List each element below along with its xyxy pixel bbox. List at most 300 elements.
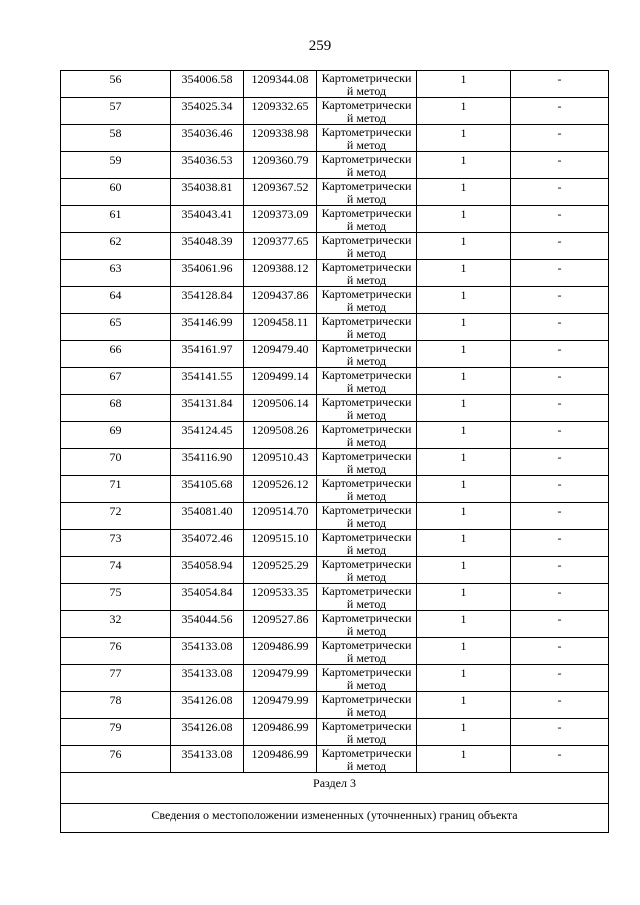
point-number-cell — [61, 179, 171, 206]
accuracy-cell — [417, 206, 511, 233]
table-row — [61, 206, 609, 233]
x-coordinate-text: 354043.41 — [181, 207, 233, 221]
note-cell — [511, 692, 609, 719]
accuracy-cell — [417, 287, 511, 314]
accuracy-text: 1 — [460, 747, 467, 761]
point-number-cell — [61, 692, 171, 719]
point-number-cell — [61, 260, 171, 287]
note-text: - — [557, 747, 562, 761]
table-row — [61, 341, 609, 368]
accuracy-text: 1 — [460, 288, 467, 302]
method-cell — [317, 125, 417, 152]
note-cell — [511, 611, 609, 638]
accuracy-cell — [417, 260, 511, 287]
note-cell — [511, 287, 609, 314]
note-text: - — [557, 288, 562, 302]
table-row — [61, 395, 609, 422]
method-text: Картометрически й метод — [321, 206, 412, 233]
table-row — [61, 287, 609, 314]
note-cell — [511, 476, 609, 503]
accuracy-text: 1 — [460, 531, 467, 545]
note-text: - — [557, 504, 562, 518]
accuracy-text: 1 — [460, 585, 467, 599]
y-coordinate-text: 1209479.40 — [251, 342, 309, 356]
y-coordinate-text: 1209486.99 — [251, 720, 309, 734]
x-coordinate-cell — [171, 260, 244, 287]
y-coordinate-text: 1209437.86 — [251, 288, 309, 302]
y-coordinate-cell — [244, 233, 317, 260]
accuracy-cell — [417, 233, 511, 260]
note-text: - — [557, 531, 562, 545]
accuracy-text: 1 — [460, 666, 467, 680]
method-cell — [317, 206, 417, 233]
x-coordinate-cell — [171, 719, 244, 746]
accuracy-cell — [417, 665, 511, 692]
note-cell — [511, 125, 609, 152]
method-cell — [317, 71, 417, 98]
y-coordinate-text: 1209499.14 — [251, 369, 309, 383]
accuracy-text: 1 — [460, 369, 467, 383]
note-cell — [511, 395, 609, 422]
method-cell — [317, 422, 417, 449]
accuracy-text: 1 — [460, 153, 467, 167]
accuracy-cell — [417, 449, 511, 476]
note-cell — [511, 422, 609, 449]
point-number-text: 79 — [109, 720, 122, 734]
x-coordinate-cell — [171, 233, 244, 260]
note-text: - — [557, 369, 562, 383]
accuracy-text: 1 — [460, 99, 467, 113]
point-number-text: 69 — [109, 423, 122, 437]
accuracy-cell — [417, 341, 511, 368]
x-coordinate-cell — [171, 314, 244, 341]
x-coordinate-text: 354048.39 — [181, 234, 233, 248]
note-cell — [511, 746, 609, 773]
note-cell — [511, 179, 609, 206]
table-row — [61, 179, 609, 206]
x-coordinate-cell — [171, 665, 244, 692]
accuracy-text: 1 — [460, 261, 467, 275]
y-coordinate-text: 1209486.99 — [251, 639, 309, 653]
point-number-text: 76 — [109, 639, 122, 653]
note-cell — [511, 638, 609, 665]
x-coordinate-cell — [171, 611, 244, 638]
section-title-row — [61, 773, 609, 804]
point-number-text: 71 — [109, 477, 122, 491]
x-coordinate-text: 354146.99 — [181, 315, 233, 329]
method-text: Картометрически й метод — [321, 530, 412, 557]
y-coordinate-text: 1209373.09 — [251, 207, 309, 221]
method-cell — [317, 449, 417, 476]
point-number-text: 73 — [109, 531, 122, 545]
note-text: - — [557, 450, 562, 464]
y-coordinate-cell — [244, 341, 317, 368]
note-text: - — [557, 585, 562, 599]
table-row — [61, 530, 609, 557]
method-cell — [317, 503, 417, 530]
note-cell — [511, 71, 609, 98]
method-cell — [317, 152, 417, 179]
note-cell — [511, 719, 609, 746]
accuracy-text: 1 — [460, 639, 467, 653]
point-number-cell — [61, 719, 171, 746]
x-coordinate-text: 354006.58 — [181, 72, 233, 86]
point-number-text: 32 — [109, 612, 122, 626]
method-text: Картометрически й метод — [321, 395, 412, 422]
point-number-cell — [61, 611, 171, 638]
accuracy-cell — [417, 395, 511, 422]
table-row — [61, 368, 609, 395]
point-number-text: 58 — [109, 126, 122, 140]
x-coordinate-text: 354133.08 — [181, 639, 233, 653]
accuracy-cell — [417, 71, 511, 98]
table-row — [61, 611, 609, 638]
x-coordinate-text: 354133.08 — [181, 666, 233, 680]
accuracy-cell — [417, 746, 511, 773]
x-coordinate-text: 354072.46 — [181, 531, 233, 545]
point-number-text: 59 — [109, 153, 122, 167]
accuracy-cell — [417, 125, 511, 152]
x-coordinate-text: 354044.56 — [181, 612, 233, 626]
x-coordinate-cell — [171, 476, 244, 503]
method-cell — [317, 611, 417, 638]
x-coordinate-cell — [171, 206, 244, 233]
accuracy-text: 1 — [460, 72, 467, 86]
method-cell — [317, 719, 417, 746]
point-number-text: 75 — [109, 585, 122, 599]
accuracy-text: 1 — [460, 396, 467, 410]
coordinates-table — [60, 70, 609, 833]
y-coordinate-text: 1209515.10 — [251, 531, 309, 545]
method-cell — [317, 233, 417, 260]
point-number-cell — [61, 584, 171, 611]
x-coordinate-text: 354126.08 — [181, 720, 233, 734]
y-coordinate-text: 1209486.99 — [251, 747, 309, 761]
y-coordinate-text: 1209479.99 — [251, 666, 309, 680]
accuracy-text: 1 — [460, 180, 467, 194]
note-text: - — [557, 234, 562, 248]
point-number-cell — [61, 233, 171, 260]
x-coordinate-text: 354126.08 — [181, 693, 233, 707]
table-row — [61, 125, 609, 152]
point-number-text: 74 — [109, 558, 122, 572]
x-coordinate-cell — [171, 71, 244, 98]
accuracy-text: 1 — [460, 234, 467, 248]
table-row — [61, 638, 609, 665]
point-number-cell — [61, 287, 171, 314]
table-body — [61, 71, 609, 773]
note-text: - — [557, 261, 562, 275]
table-row — [61, 260, 609, 287]
point-number-text: 70 — [109, 450, 122, 464]
note-text: - — [557, 612, 562, 626]
method-cell — [317, 98, 417, 125]
y-coordinate-text: 1209527.86 — [251, 612, 309, 626]
note-text: - — [557, 153, 562, 167]
table-row — [61, 422, 609, 449]
point-number-text: 68 — [109, 396, 122, 410]
accuracy-text: 1 — [460, 315, 467, 329]
point-number-text: 62 — [109, 234, 122, 248]
note-cell — [511, 98, 609, 125]
accuracy-cell — [417, 557, 511, 584]
accuracy-cell — [417, 692, 511, 719]
x-coordinate-text: 354128.84 — [181, 288, 233, 302]
point-number-cell — [61, 665, 171, 692]
method-text: Картометрически й метод — [321, 287, 412, 314]
y-coordinate-text: 1209458.11 — [251, 315, 309, 329]
y-coordinate-text: 1209338.98 — [251, 126, 309, 140]
y-coordinate-cell — [244, 692, 317, 719]
method-cell — [317, 341, 417, 368]
method-text: Картометрически й метод — [321, 476, 412, 503]
y-coordinate-cell — [244, 395, 317, 422]
note-cell — [511, 341, 609, 368]
point-number-cell — [61, 530, 171, 557]
method-text: Картометрически й метод — [321, 746, 412, 773]
method-text: Картометрически й метод — [321, 98, 412, 125]
accuracy-text: 1 — [460, 207, 467, 221]
x-coordinate-text: 354161.97 — [181, 342, 233, 356]
accuracy-cell — [417, 503, 511, 530]
y-coordinate-text: 1209508.26 — [251, 423, 309, 437]
note-text: - — [557, 99, 562, 113]
accuracy-cell — [417, 638, 511, 665]
note-cell — [511, 206, 609, 233]
point-number-cell — [61, 206, 171, 233]
point-number-text: 78 — [109, 693, 122, 707]
note-cell — [511, 503, 609, 530]
table-row — [61, 449, 609, 476]
note-text: - — [557, 693, 562, 707]
note-cell — [511, 368, 609, 395]
point-number-cell — [61, 98, 171, 125]
x-coordinate-text: 354124.45 — [181, 423, 233, 437]
point-number-cell — [61, 422, 171, 449]
y-coordinate-text: 1209479.99 — [251, 693, 309, 707]
y-coordinate-text: 1209332.65 — [251, 99, 309, 113]
accuracy-cell — [417, 476, 511, 503]
x-coordinate-cell — [171, 368, 244, 395]
x-coordinate-cell — [171, 557, 244, 584]
y-coordinate-text: 1209377.65 — [251, 234, 309, 248]
point-number-cell — [61, 395, 171, 422]
point-number-cell — [61, 746, 171, 773]
y-coordinate-cell — [244, 476, 317, 503]
method-cell — [317, 557, 417, 584]
method-text: Картометрически й метод — [321, 557, 412, 584]
x-coordinate-cell — [171, 584, 244, 611]
y-coordinate-cell — [244, 422, 317, 449]
note-text: - — [557, 180, 562, 194]
point-number-text: 61 — [109, 207, 122, 221]
method-text: Картометрически й метод — [321, 692, 412, 719]
x-coordinate-cell — [171, 179, 244, 206]
point-number-text: 56 — [109, 72, 122, 86]
table-row — [61, 719, 609, 746]
accuracy-text: 1 — [460, 504, 467, 518]
accuracy-cell — [417, 314, 511, 341]
y-coordinate-text: 1209360.79 — [251, 153, 309, 167]
accuracy-text: 1 — [460, 693, 467, 707]
point-number-cell — [61, 503, 171, 530]
note-text: - — [557, 477, 562, 491]
point-number-cell — [61, 71, 171, 98]
accuracy-cell — [417, 584, 511, 611]
accuracy-cell — [417, 530, 511, 557]
method-text: Картометрически й метод — [321, 449, 412, 476]
note-cell — [511, 530, 609, 557]
method-text: Картометрически й метод — [321, 152, 412, 179]
y-coordinate-cell — [244, 260, 317, 287]
accuracy-cell — [417, 152, 511, 179]
y-coordinate-cell — [244, 719, 317, 746]
note-cell — [511, 665, 609, 692]
y-coordinate-text: 1209533.35 — [251, 585, 309, 599]
note-cell — [511, 260, 609, 287]
y-coordinate-cell — [244, 206, 317, 233]
point-number-cell — [61, 449, 171, 476]
method-text: Картометрически й метод — [321, 368, 412, 395]
note-cell — [511, 449, 609, 476]
y-coordinate-cell — [244, 638, 317, 665]
note-text: - — [557, 639, 562, 653]
y-coordinate-cell — [244, 503, 317, 530]
note-text: - — [557, 666, 562, 680]
accuracy-cell — [417, 422, 511, 449]
method-cell — [317, 179, 417, 206]
y-coordinate-text: 1209388.12 — [251, 261, 309, 275]
point-number-cell — [61, 314, 171, 341]
x-coordinate-text: 354131.84 — [181, 396, 233, 410]
note-text: - — [557, 558, 562, 572]
y-coordinate-cell — [244, 98, 317, 125]
method-text: Картометрически й метод — [321, 179, 412, 206]
x-coordinate-text: 354105.68 — [181, 477, 233, 491]
table-row — [61, 233, 609, 260]
method-cell — [317, 692, 417, 719]
x-coordinate-text: 354054.84 — [181, 585, 233, 599]
method-cell — [317, 530, 417, 557]
y-coordinate-cell — [244, 152, 317, 179]
x-coordinate-cell — [171, 692, 244, 719]
point-number-cell — [61, 638, 171, 665]
table-row — [61, 314, 609, 341]
x-coordinate-cell — [171, 530, 244, 557]
method-cell — [317, 665, 417, 692]
point-number-text: 57 — [109, 99, 122, 113]
x-coordinate-cell — [171, 746, 244, 773]
section-title: Раздел 3 — [313, 776, 356, 790]
method-text: Картометрически й метод — [321, 314, 412, 341]
method-text: Картометрически й метод — [321, 503, 412, 530]
accuracy-text: 1 — [460, 477, 467, 491]
note-text: - — [557, 315, 562, 329]
y-coordinate-cell — [244, 125, 317, 152]
table-row — [61, 746, 609, 773]
x-coordinate-cell — [171, 125, 244, 152]
y-coordinate-cell — [244, 665, 317, 692]
table-row — [61, 476, 609, 503]
method-cell — [317, 476, 417, 503]
method-text: Картометрически й метод — [321, 719, 412, 746]
page-number: 259 — [308, 38, 332, 54]
table-row — [61, 557, 609, 584]
x-coordinate-cell — [171, 638, 244, 665]
accuracy-cell — [417, 179, 511, 206]
x-coordinate-cell — [171, 422, 244, 449]
method-text: Картометрически й метод — [321, 71, 412, 98]
x-coordinate-text: 354038.81 — [181, 180, 233, 194]
accuracy-text: 1 — [460, 342, 467, 356]
note-text: - — [557, 72, 562, 86]
note-cell — [511, 152, 609, 179]
x-coordinate-text: 354025.34 — [181, 99, 233, 113]
point-number-cell — [61, 125, 171, 152]
y-coordinate-cell — [244, 530, 317, 557]
point-number-cell — [61, 152, 171, 179]
accuracy-cell — [417, 368, 511, 395]
accuracy-cell — [417, 611, 511, 638]
accuracy-text: 1 — [460, 423, 467, 437]
note-cell — [511, 314, 609, 341]
method-cell — [317, 746, 417, 773]
point-number-text: 77 — [109, 666, 122, 680]
accuracy-text: 1 — [460, 558, 467, 572]
x-coordinate-cell — [171, 152, 244, 179]
method-text: Картометрически й метод — [321, 341, 412, 368]
method-text: Картометрически й метод — [321, 260, 412, 287]
table-row — [61, 98, 609, 125]
method-cell — [317, 584, 417, 611]
method-cell — [317, 395, 417, 422]
point-number-text: 72 — [109, 504, 122, 518]
method-text: Картометрически й метод — [321, 665, 412, 692]
table-row — [61, 665, 609, 692]
accuracy-cell — [417, 719, 511, 746]
method-cell — [317, 368, 417, 395]
note-text: - — [557, 720, 562, 734]
method-cell — [317, 638, 417, 665]
y-coordinate-cell — [244, 557, 317, 584]
note-text: - — [557, 342, 562, 356]
x-coordinate-cell — [171, 98, 244, 125]
y-coordinate-text: 1209367.52 — [251, 180, 309, 194]
method-text: Картометрически й метод — [321, 422, 412, 449]
y-coordinate-cell — [244, 584, 317, 611]
point-number-text: 67 — [109, 369, 122, 383]
table-row — [61, 71, 609, 98]
x-coordinate-text: 354081.40 — [181, 504, 233, 518]
x-coordinate-text: 354058.94 — [181, 558, 233, 572]
x-coordinate-cell — [171, 503, 244, 530]
table-row — [61, 503, 609, 530]
point-number-text: 60 — [109, 180, 122, 194]
x-coordinate-text: 354061.96 — [181, 261, 233, 275]
point-number-cell — [61, 368, 171, 395]
accuracy-text: 1 — [460, 126, 467, 140]
method-text: Картометрически й метод — [321, 125, 412, 152]
x-coordinate-text: 354116.90 — [181, 450, 233, 464]
y-coordinate-cell — [244, 611, 317, 638]
method-cell — [317, 260, 417, 287]
note-cell — [511, 557, 609, 584]
x-coordinate-text: 354036.53 — [181, 153, 233, 167]
method-cell — [317, 287, 417, 314]
table-row — [61, 152, 609, 179]
x-coordinate-cell — [171, 395, 244, 422]
accuracy-text: 1 — [460, 612, 467, 626]
